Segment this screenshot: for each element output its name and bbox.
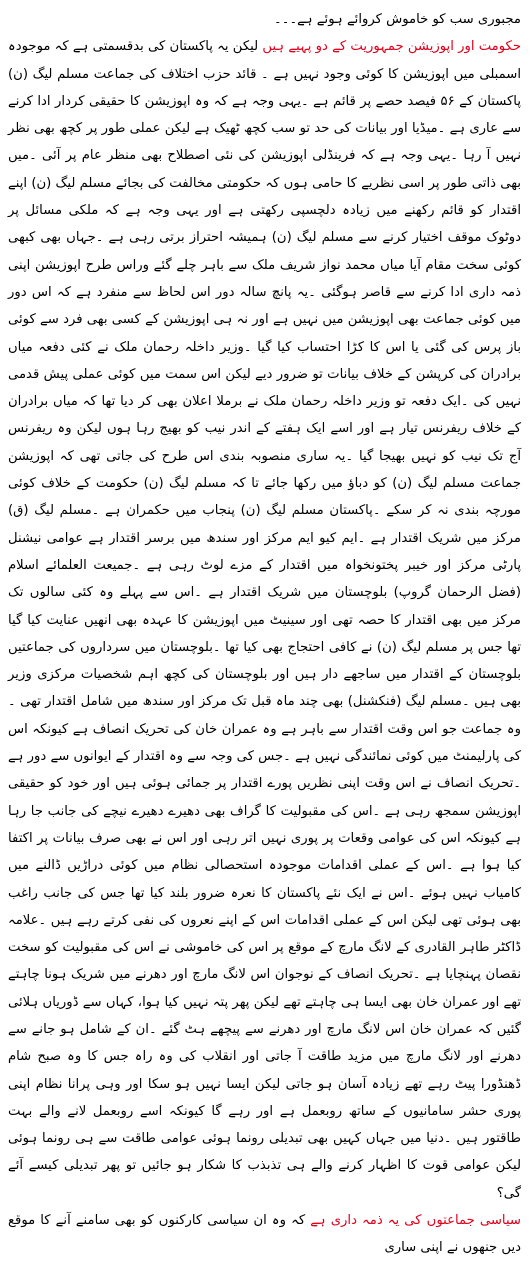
paragraph-2-body: کہ وہ ان سیاسی کارکنوں کو بھی سامنے آنے کا موقع دیں جنھوں نے اپنی ساری	[8, 1213, 521, 1256]
paragraph-2-heading: سیاسی جماعتوں کی یہ ذمہ داری ہے	[310, 1213, 521, 1229]
paragraph-1	[8, 33, 521, 1207]
intro-line: مجبوری سب کو خاموش کروائے ہوئے ہے۔۔۔	[273, 12, 521, 27]
paragraph-1-heading: حکومت اور اپوزیشن جمہوریت کے دو پہیے ہیں	[262, 39, 521, 55]
paragraph-1-body: لیکن یہ پاکستان کی بدقسمتی ہے کہ موجودہ اسمبلی میں اپوزیشن کا کوئی وجود نہیں ہے ۔ قائد حزب اختلاف کی جماعت مسلم لیگ (ن) پاکستان کے ۵۶ فیصد حصے پر قائم ہے ۔یہی وجہ ہے کہ وہ اپوزیشن کا حقیقی کردار ادا کرنے سے عاری ہے ۔میڈیا اور بیانات کی حد تو سب کچھ ٹھیک ہے لیکن عملی طور پر کچھ بھی نظر نہیں آ رہا ۔یہی وجہ ہے کہ فرینڈلی اپوزیشن کی نئی اصطلاح بھی منظر عام پر آئی ۔میں بھی ذاتی طور پر اسی نظریے کا حامی ہوں کہ حکومتی مخالفت کی بجائے مسلم لیگ (ن) اپنے اقتدار کو قائم رکھنے میں زیادہ دلچسپی رکھتی ہے اور یہی وجہ ہے کہ ملکی مسائل پر دوٹوک موقف اختیار کرنے سے مسلم لیگ (ن) ہمیشہ احتراز برتی رہی ہے ۔جہاں بھی کبھی کوئی سخت مقام آیا میاں محمد نواز شریف ملک سے باہر چلے گئے وراس طرح اپوزیشن اپنی ذمہ داری ادا کرنے سے قاصر ہوگئی ۔یہ پانچ سالہ دور اس لحاظ سے منفرد ہے کہ اس دور میں کوئی جماعت بھی اپوزیشن میں نہیں ہے اور نہ ہی اپوزیشن کے کسی بھی فرد سے کوئی باز پرس کی گئی یا اس کا کڑا احتساب کیا گیا ۔وزیر داخلہ رحمان ملک نے کئی دفعہ میاں برادران کی کرپشن کے خلاف بیانات تو ضرور دیے لیکن اس سمت میں کوئی عملی پیش قدمی نہیں کی ۔ایک دفعہ تو وزیر داخلہ رحمان ملک نے برملا اعلان بھی کر دیا تھا کہ میاں برادران کے خلاف ریفرنس تیار ہے اور اسے ایک ہفتے کے اندر نیب کو بھیج رہا ہوں لیکن وہ ریفرنس آج تک نیب کو نہیں بھیجا گیا ۔یہ ساری منصوبہ بندی اس طرح کی جاتی تھی کہ اپوزیشن جماعت مسلم لیگ (ن) کو دباؤ میں رکھا جائے تا کہ مسلم لیگ (ن) حکومت کے خلاف کوئی مورچہ بندی نہ کر سکے ۔پاکستان مسلم لیگ (ن) پنجاب میں حکمران ہے ۔مسلم لیگ (ق) مرکز میں شریک اقتدار ہے ۔ایم کیو ایم مرکز اور سندھ میں برسر اقتدار ہے عوامی نیشنل پارٹی مرکز اور خیبر پختونخواہ میں اقتدار کے مزے لوٹ رہی ہے ۔جمیعت العلمائے اسلام (فضل الرحمان گروپ) بلوچستان میں شریک اقتدار ہے ۔اس سے پہلے وہ کئی سالوں تک مرکز میں بھی اقتدار کا حصہ تھی اور سینیٹ میں اپوزیشن کا عہدہ بھی انھیں عنایت کیا گیا تھا جس پر مسلم لیگ (ن) نے کافی احتجاج بھی کیا تھا ۔بلوچستان میں سرداروں کی جماعتیں بلوچستان کے اقتدار میں ساجھے دار ہیں اور بلوچستان کی کچھ اہم شخصیات مرکزی وزیر بھی ہیں ۔مسلم لیگ (فنکشنل) بھی چند ماہ قبل تک مرکز اور سندھ میں شامل اقتدار تھی ۔وہ جماعت جو اس وقت اقتدار سے باہر ہے وہ عمران خان کی تحریک انصاف ہے کیونکہ اس کی پارلیمنٹ میں کوئی نمائندگی نہیں ہے ۔جس کی وجہ سے وہ اقتدار کے ایوانوں سے دور ہے ۔تحریک انصاف نے اس وقت اپنی نظریں پورے اقتدار پر جمائی ہوئی ہیں اور خود کو حقیقی اپوزیشن سمجھ رہی ہے ۔اس کی مقبولیت کا گراف بھی دھیرے دھیرے نیچے کی جانب جا رہا ہے کیونکہ اس کی عوامی وقعات پر پوری نہیں اتر رہی اور اس نے بھی صرف بیانات پر اکتفا کیا ہوا ہے ۔اس کے عملی اقدامات موجودہ استحصالی نظام میں کوئی دراڑیں ڈالنے میں کامیاب نہیں ہوئے ۔اس نے ایک نئے پاکستان کا نعرہ ضرور بلند کیا تھا جس کی جانب راغب بھی ہوئی تھی لیکن اس کے عملی اقدامات اس کے اپنے نعروں کی نفی کرتے رہے ہیں ۔علامہ ڈاکٹر طاہر القادری کے لانگ مارچ کے موقع پر اس کی خاموشی نے اس کی مقبولیت کو سخت نقصان پہنچایا ہے ۔تحریک انصاف کے نوجوان اس لانگ مارچ اور دھرنے میں شریک ہونا چاہتے تھے اور عمران خان بھی ایسا ہی چاہتے تھے لیکن پھر پتہ نہیں کیا ہوا، کہاں سے ڈوریاں ہلائی گئیں کہ عمران خان اس لانگ مارچ اور دھرنے سے پیچھے ہٹ گئے ۔ان کے شامل ہو جانے سے دھرنے اور لانگ مارچ میں مزید طاقت آ جاتی اور انقلاب کی وہ راہ جس کا وہ صبح شام ڈھنڈورا پیٹ رہے تھے زیادہ آسان ہو جاتی لیکن ایسا نہیں ہو سکا اور وہی پرانا نظام اپنی پوری حشر سامانیوں کے ساتھ روبعمل ہے اور رہے گا کیونکہ اسے روبعمل لانے والے بہت طاقتور ہیں ۔دنیا میں جہاں کہیں بھی تبدیلی رونما ہوئی عوامی طاقت سے ہی رونما ہوئی لیکن عوامی قوت کا اظہار کرنے والے ہی تذبذب کا شکار ہو جائیں تو پھر تبدیلی کیسے آئے گی؟	[8, 39, 521, 1201]
paragraph-2	[8, 1207, 521, 1262]
